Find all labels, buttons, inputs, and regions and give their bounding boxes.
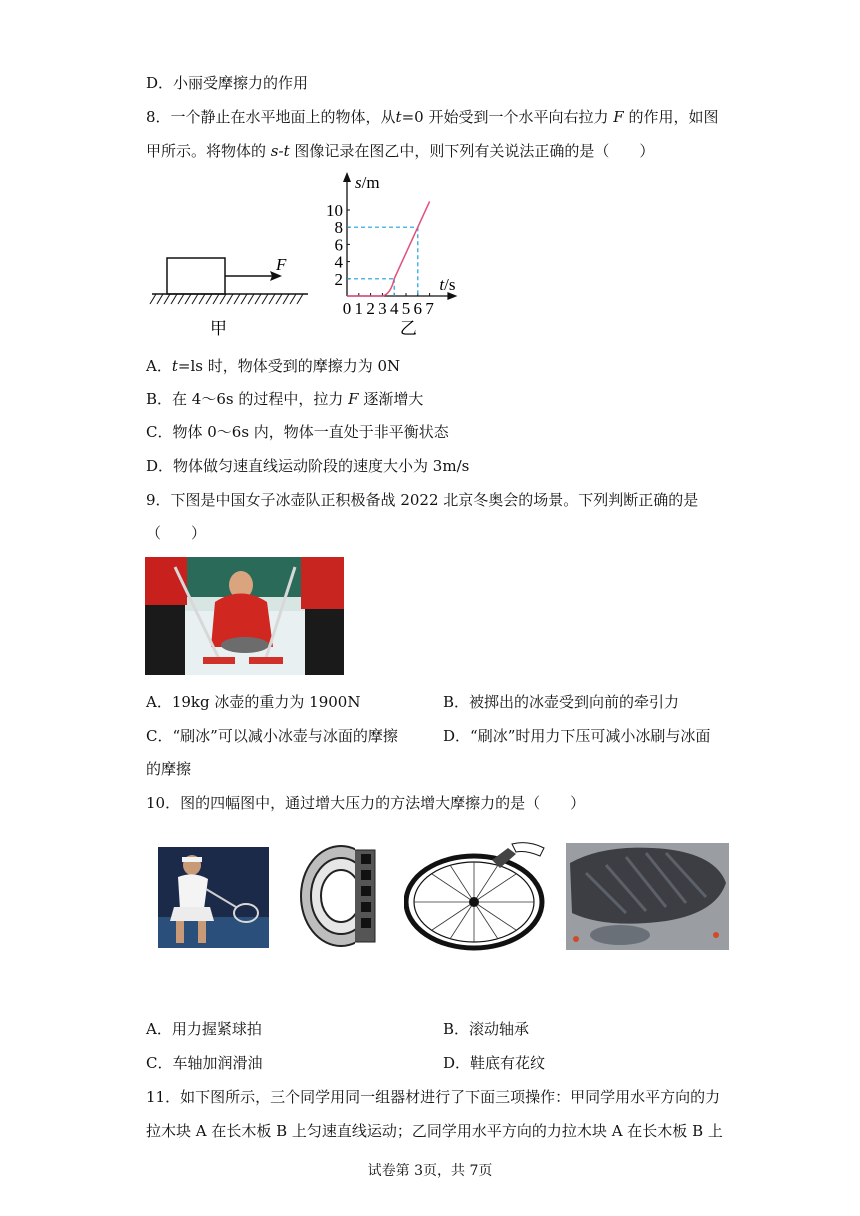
q8-option-b <box>146 389 423 409</box>
q9-stem-line1: 9．下图是中国女子冰壶队正积极备战 2022 北京冬奥会的场景。下列判断正确的是 <box>146 491 699 509</box>
q8-stem-text: =0 开始受到一个水平向右拉力 <box>401 108 609 126</box>
y-tick-label: 2 <box>334 269 343 289</box>
q8-var-t: t <box>171 357 178 375</box>
y-tick-label: 4 <box>334 252 343 272</box>
q9-stem-line2: （ ） <box>146 524 207 542</box>
q8-option-b-text: 逐渐增大 <box>363 390 424 408</box>
bicycle-wheel-image <box>404 838 548 952</box>
block <box>167 258 225 294</box>
figure-yi-caption: 乙 <box>399 319 417 339</box>
q8-stem-line2 <box>146 141 654 161</box>
hatch-mark <box>171 294 177 304</box>
hatch-mark <box>178 294 184 304</box>
hatch-mark <box>185 294 191 304</box>
hatch-mark <box>164 294 170 304</box>
curling-photo <box>145 557 344 675</box>
y-tick-label: 8 <box>334 218 343 238</box>
q8-var-t: t <box>395 108 402 126</box>
q8-option-a-text: =ls 时，物体受到的摩擦力为 0N <box>177 357 401 375</box>
q8-var-f: F <box>348 390 359 408</box>
hatch-mark <box>255 294 261 304</box>
q9-option-c: C．“刷冰”可以减小冰壶与冰面的摩擦 <box>146 727 398 745</box>
tennis-photo <box>158 847 269 948</box>
q10-option-c: C．车轴加润滑油 <box>146 1054 263 1072</box>
y-tick-label: 10 <box>326 201 343 220</box>
x-tick-label: 7 <box>425 299 434 318</box>
q8-stem-text: 图像记录在图乙中，则下列有关说法正确的是（ ） <box>294 142 655 160</box>
hatch-mark <box>269 294 275 304</box>
hatch-mark <box>227 294 233 304</box>
q8-stem-text: 的作用，如图 <box>628 108 719 126</box>
hatch-mark <box>213 294 219 304</box>
y-axis-arrow-icon <box>343 172 351 182</box>
x-tick-label: 5 <box>401 299 411 318</box>
hatch-mark <box>220 294 226 304</box>
hatch-mark <box>276 294 282 304</box>
x-tick-label: 0 <box>342 299 352 318</box>
hatch-mark <box>248 294 254 304</box>
q10-option-d: D．鞋底有花纹 <box>443 1054 546 1072</box>
q8-stem-text: 8．一个静止在水平地面上的物体，从 <box>146 108 396 126</box>
q9-option-d: D．“刷冰”时用力下压可减小冰刷与冰面 <box>443 727 711 745</box>
q11-stem-line2: 拉木块 A 在长木板 B 上匀速直线运动；乙同学用水平方向的力拉木块 A 在长木板 B 上 <box>146 1122 723 1140</box>
figure-jia <box>148 250 318 345</box>
q9-option-d-cont: 的摩擦 <box>146 760 192 778</box>
hatch-mark <box>192 294 198 304</box>
shoe-sole-photo <box>566 843 729 950</box>
q9-option-b: B．被掷出的冰壶受到向前的牵引力 <box>443 693 680 711</box>
x-tick-label: 2 <box>366 299 375 318</box>
x-axis-label: t/s <box>439 275 456 294</box>
q8-stem-line1 <box>146 107 718 127</box>
hatch-mark <box>234 294 240 304</box>
q8-stem-text: 甲所示。将物体的 <box>146 142 267 160</box>
x-tick-label: 1 <box>354 299 364 318</box>
q10-stem: 10．图的四幅图中，通过增大压力的方法增大摩擦力的是（ ） <box>146 794 586 812</box>
x-tick-label: 3 <box>378 299 387 318</box>
page-footer: 试卷第 3页，共 7页 <box>367 1163 493 1179</box>
q8-option-d: D．物体做匀速直线运动阶段的速度大小为 3m/s <box>146 457 470 475</box>
q8-var-f: F <box>613 108 624 126</box>
hatch-mark <box>206 294 212 304</box>
q9-option-a: A．19kg 冰壶的重力为 1900N <box>146 693 361 711</box>
q8-option-c: C．物体 0～6s 内，物体一直处于非平衡状态 <box>146 423 449 441</box>
q8-option-b-text: B．在 4～6s 的过程中，拉力 <box>146 390 344 408</box>
hatch-mark <box>290 294 296 304</box>
y-axis-label: s/m <box>355 173 380 192</box>
y-tick-label: 6 <box>334 235 343 255</box>
bearing-image <box>295 842 387 950</box>
q10-option-a: A．用力握紧球拍 <box>146 1020 262 1038</box>
x-tick-label: 4 <box>389 299 399 318</box>
hatch-mark <box>241 294 247 304</box>
q8-option-a <box>146 356 400 376</box>
hatch-mark <box>199 294 205 304</box>
hatch-mark <box>157 294 163 304</box>
hatch-mark <box>297 294 303 304</box>
q8-var-st: s-t <box>270 142 290 160</box>
q11-stem-line1: 11．如下图所示，三个同学用同一组器材进行了下面三项操作：甲同学用水平方向的力 <box>146 1088 721 1106</box>
q10-option-b: B．滚动轴承 <box>443 1020 530 1038</box>
q8-option-a-prefix: A． <box>146 357 172 375</box>
st-chart <box>325 170 515 340</box>
x-tick-label: 6 <box>413 299 423 318</box>
ground-hatch <box>150 294 303 304</box>
hatch-mark <box>262 294 268 304</box>
figure-jia-caption: 甲 <box>210 319 227 339</box>
q7-option-d: D．小丽受摩擦力的作用 <box>146 74 309 92</box>
hatch-mark <box>283 294 289 304</box>
hatch-mark <box>150 294 156 304</box>
force-label: F <box>276 255 287 274</box>
